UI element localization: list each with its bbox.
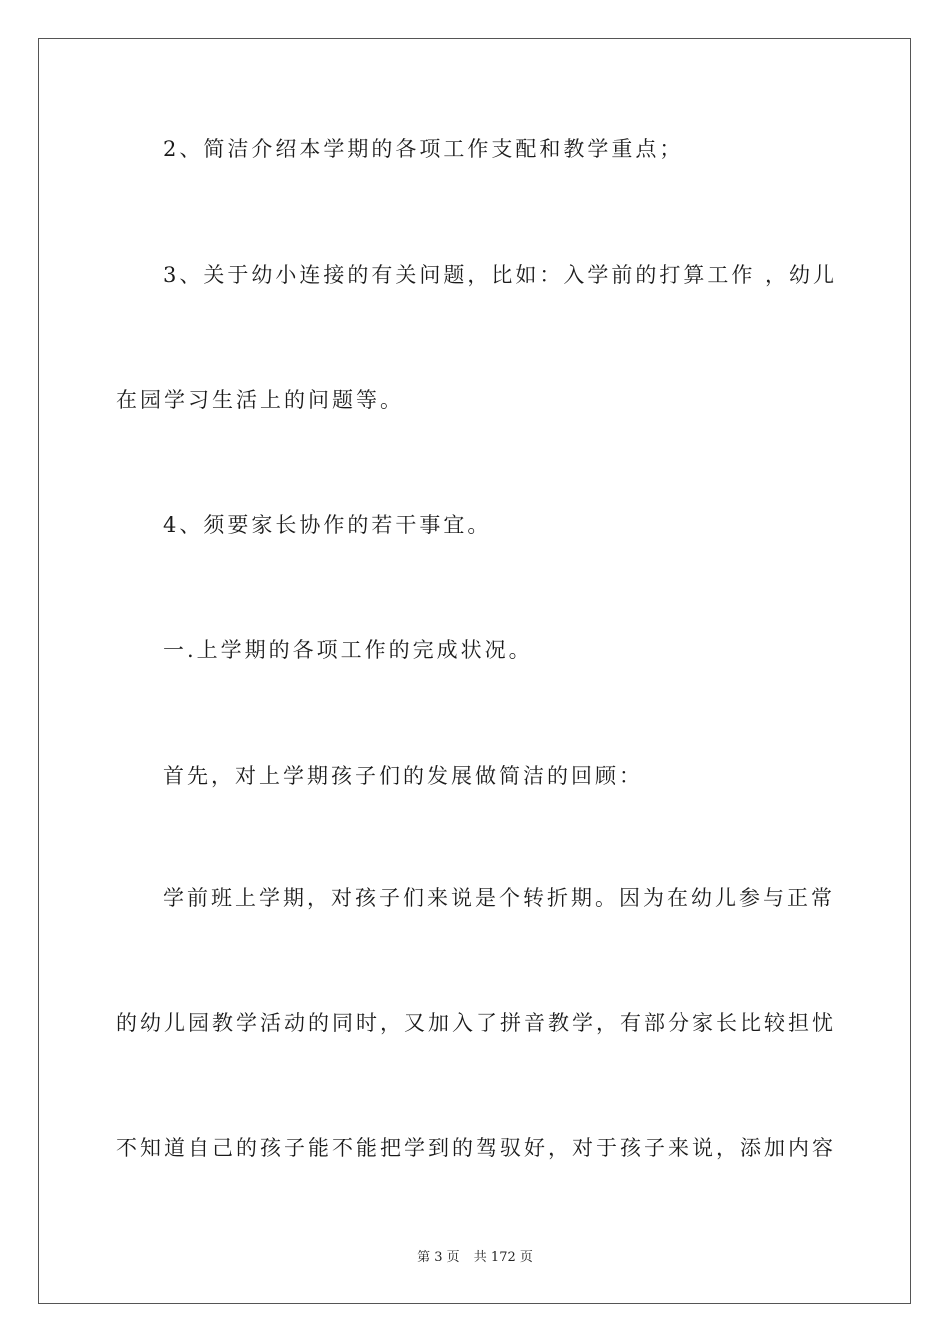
paragraph-line-7: 学前班上学期，对孩子们来说是个转折期。因为在幼儿参与正常: [163, 886, 835, 910]
paragraph-line-4: 4、须要家长协作的若干事宜。: [163, 513, 492, 537]
paragraph-line-6: 首先，对上学期孩子们的发展做简洁的回顾：: [163, 764, 643, 788]
paragraph-line-1: 2、简洁介绍本学期的各项工作支配和教学重点；: [163, 137, 684, 161]
page-number: 第 3 页: [417, 1250, 460, 1265]
page-footer: [0, 1246, 950, 1265]
paragraph-line-3: 在园学习生活上的问题等。: [116, 388, 404, 412]
paragraph-line-9: 不知道自己的孩子能不能把学到的驾驭好，对于孩子来说，添加内容: [116, 1136, 836, 1160]
paragraph-line-2: 3、关于幼小连接的有关问题，比如：入学前的打算工作 ，幼儿: [163, 263, 838, 287]
page-border: [38, 38, 911, 1304]
paragraph-line-8: 的幼儿园教学活动的同时，又加入了拼音教学，有部分家长比较担忧: [116, 1011, 836, 1035]
section-heading: 一.上学期的各项工作的完成状况。: [163, 638, 533, 662]
total-pages: 共 172 页: [473, 1250, 533, 1265]
